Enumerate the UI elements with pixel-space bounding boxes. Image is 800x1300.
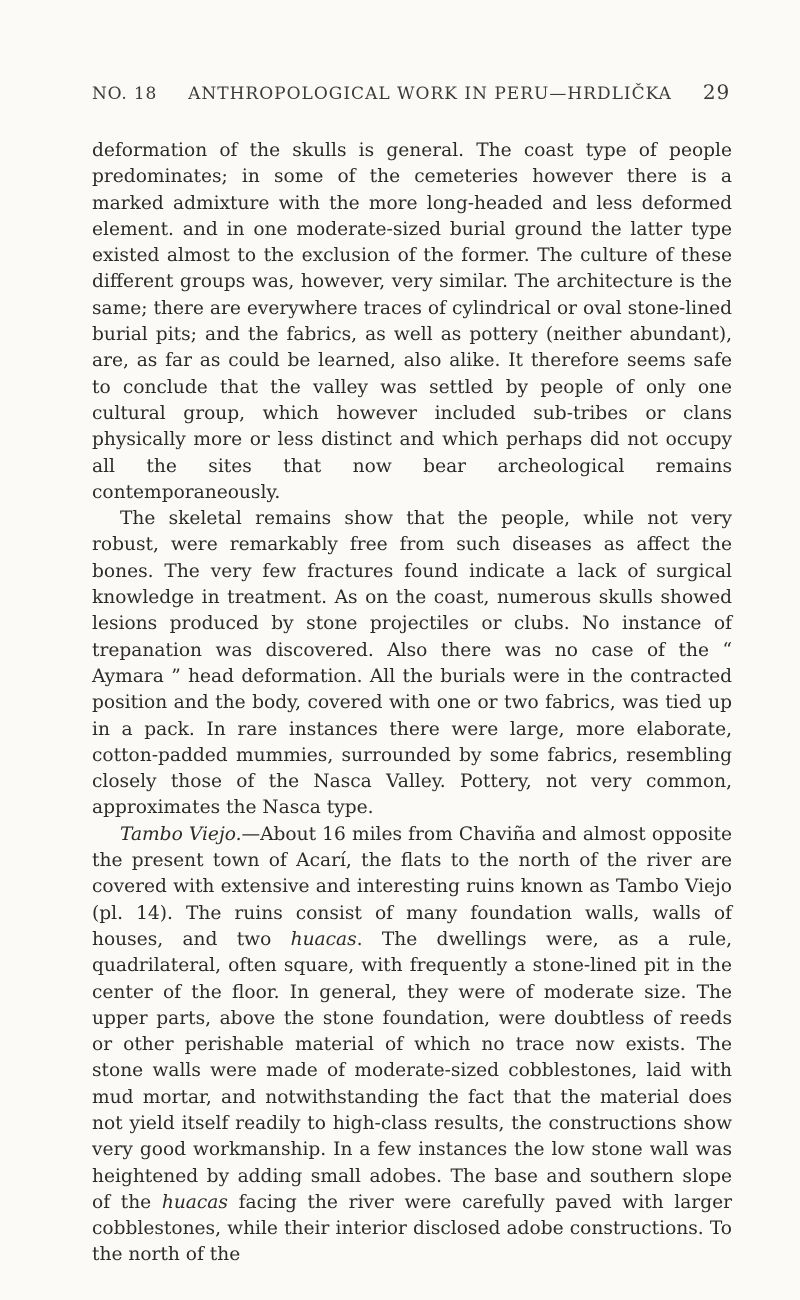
paragraph-continuation: deformation of the skulls is general. The coast type of people predominates; in some of the cemeteries however there is a marked admixture with the more long-headed and less deformed element. and in one moderate-sized burial ground the latter type existed almost to the exclusion of the former. The culture of these different groups was, however, very similar. The architecture is the same; there are everywhere traces of cylindrical or oval stone-lined burial pits; and the fabrics, as well as pottery (neither abundant), are, as far as could be learned, also alike. It therefore seems safe to conclude that the valley was settled by people of only one cultural group, which however included sub-tribes or clans physically more or less distinct and which perhaps did not occupy all the sites that now bear archeological remains contemporaneously. (92, 140, 732, 503)
page-number: 29 (702, 80, 730, 104)
section-heading: Tambo Viejo. (120, 823, 242, 845)
issue-number: NO. 18 (92, 84, 158, 104)
italic-term: huacas (290, 928, 357, 950)
paragraph-middle: . The dwellings were, as a rule, quadrilateral, often square, with frequently a stone-lined pit in the center of the floor. In general, they were of moderate size. The upper parts, above the stone foundation, were doubtless of reeds or other perishable material of which no trace now exists. The stone walls were made of moderate-sized cobblestones, laid with mud mortar, and notwithstanding the fact that the material does not yield itself readily to high-class results, the constructions show very good workmanship. In a few instances the low stone wall was heightened by adding small adobes. The base and southern slope of the (92, 928, 732, 1213)
body-text (92, 138, 732, 1269)
running-title: ANTHROPOLOGICAL WORK IN PERU—HRDLIČKA (188, 84, 672, 104)
running-head (92, 80, 730, 104)
paragraph-tambo-viejo (92, 822, 732, 1269)
paragraph-lead: —About 16 miles from Chaviña and almost opposite the present town of Acarí, the flats to the north of the river are covered with extensive and interesting ruins known as Tambo Viejo (pl. 14). The ruins consist of many foundation walls, walls of houses, and two (92, 823, 732, 950)
italic-term: huacas (161, 1191, 228, 1213)
paragraph-tail: facing the river were carefully paved with larger cobblestones, while their interior disclosed adobe constructions. To the north of the (92, 1191, 732, 1266)
paragraph-skeletal-remains: The skeletal remains show that the people, while not very robust, were remarkably free from such diseases as affect the bones. The very few fractures found indicate a lack of surgical knowledge in treatment. As on the coast, numerous skulls showed lesions produced by stone projectiles or clubs. No instance of trepanation was discovered. Also there was no case of the “ Aymara ” head deformation. All the burials were in the contracted position and the body, covered with one or two fabrics, was tied up in a pack. In rare instances there were large, more elaborate, cotton-padded mummies, surrounded by some fabrics, resembling closely those of the Nasca Valley. Pottery, not very common, approximates the Nasca type. (92, 508, 732, 819)
